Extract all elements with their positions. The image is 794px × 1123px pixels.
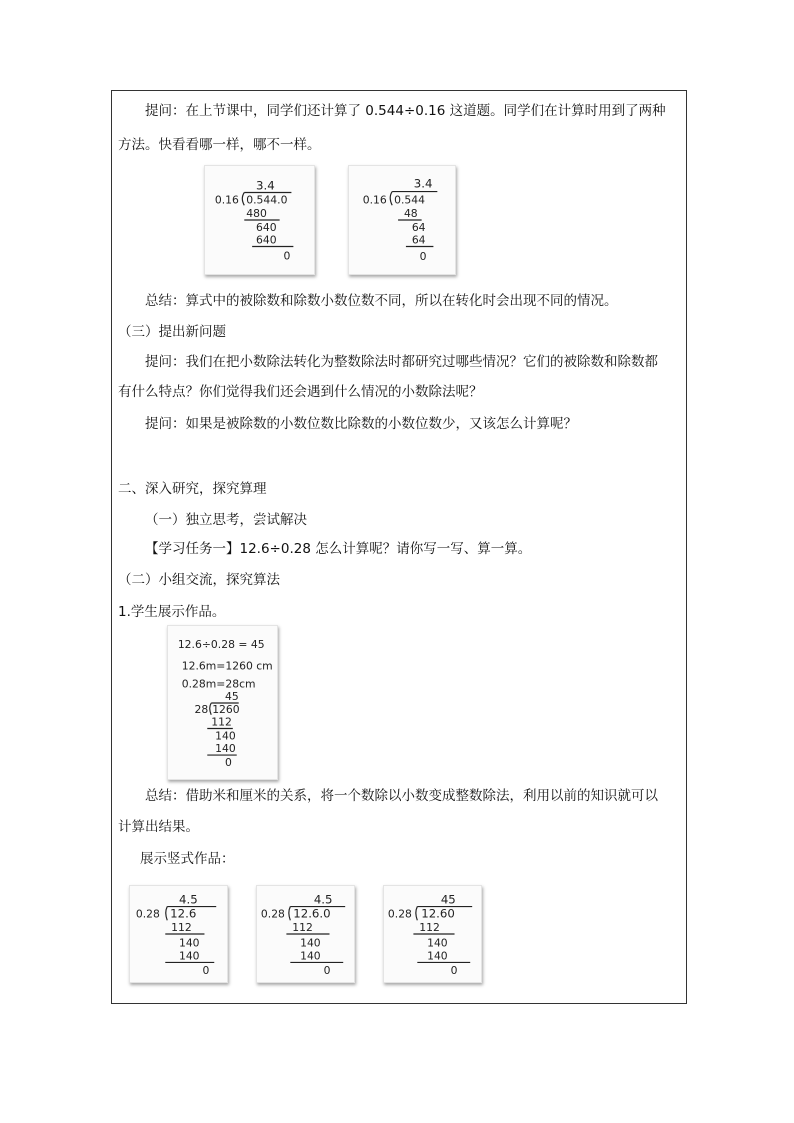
question-paragraph-2-cont: 有什么特点？你们觉得我们还会遇到什么情况的小数除法呢？ — [118, 384, 483, 400]
step-1-text: 112 — [171, 921, 192, 935]
step-1-text: 48 — [403, 207, 418, 221]
vertical-division-photo-1 — [129, 885, 228, 983]
quotient-text: 4.5 — [178, 892, 198, 907]
remainder-text: 0 — [323, 964, 331, 978]
list-item-1: 1.学生展示作品。 — [118, 604, 226, 620]
summary-paragraph-1: 总结：算式中的被除数和除数小数位数不同，所以在转化时会出现不同的情况。 — [145, 293, 618, 309]
question-paragraph-3: 提问：如果是被除数的小数位数比除数的小数位数少，又该怎么计算呢？ — [145, 416, 577, 432]
question-paragraph-2: 提问：我们在把小数除法转化为整数除法时都研究过哪些情况？它们的被除数和除数都 — [145, 354, 658, 370]
vertical-division-photo-3 — [383, 885, 482, 983]
step-3-text: 64 — [411, 233, 426, 247]
dividend-text: 1260 — [212, 702, 240, 716]
quotient-text: 3.4 — [256, 178, 275, 193]
handwritten-division-photo-1 — [204, 165, 315, 275]
divisor-text: 28 — [194, 702, 209, 716]
question-paragraph-1: 提问：在上节课中，同学们还计算了 0.544÷0.16 这道题。同学们在计算时用到了两种 — [145, 103, 666, 119]
dividend-text: 12.6.0 — [293, 906, 331, 921]
step-2-text: 140 — [300, 936, 321, 950]
remainder-text: 0 — [224, 755, 232, 769]
remainder-text: 0 — [419, 250, 427, 264]
section-heading-2: 二、深入研究，探究算理 — [118, 481, 267, 497]
dividend-text: 0.544 — [394, 193, 426, 207]
divisor-text: 0.16 — [214, 193, 239, 207]
section-heading-3: （三）提出新问题 — [118, 324, 226, 340]
step-2-text: 64 — [411, 220, 426, 234]
summary-paragraph-2: 总结：借助米和厘米的关系，将一个数除以小数变成整数除法，利用以前的知识就可以 — [145, 788, 658, 804]
step-2-text: 640 — [256, 220, 277, 234]
quotient-text: 4.5 — [313, 892, 333, 907]
step-1-text: 480 — [246, 207, 267, 221]
step-2-text: 140 — [427, 936, 448, 950]
step-1-text: 112 — [419, 921, 440, 935]
subsection-heading-2: （二）小组交流，探究算法 — [118, 572, 280, 588]
remainder-text: 0 — [202, 964, 210, 978]
equation-text: 12.6÷0.28 = 45 — [177, 638, 265, 651]
dividend-text: 12.6 — [170, 906, 197, 921]
dividend-text: 12.60 — [421, 906, 455, 921]
divisor-text: 0.28 — [135, 907, 160, 921]
question-paragraph-1-cont: 方法。快看看哪一样，哪不一样。 — [118, 137, 321, 153]
divisor-text: 0.28 — [260, 907, 285, 921]
step-3-text: 140 — [300, 949, 321, 963]
step-2-text: 140 — [215, 729, 236, 743]
step-1-text: 112 — [292, 921, 313, 935]
step-3-text: 140 — [427, 949, 448, 963]
quotient-text: 45 — [224, 690, 239, 704]
dividend-text: 0.544.0 — [246, 193, 288, 207]
remainder-text: 0 — [283, 249, 291, 263]
summary-paragraph-2-cont: 计算出结果。 — [118, 819, 199, 835]
divisor-text: 0.16 — [362, 193, 387, 207]
step-3-text: 140 — [215, 742, 236, 756]
divisor-text: 0.28 — [387, 907, 412, 921]
handwritten-division-photo-2 — [348, 165, 456, 275]
quotient-text: 3.4 — [413, 176, 433, 191]
conversion-line-1: 12.6m=1260 cm — [181, 659, 273, 673]
quotient-text: 45 — [440, 892, 456, 907]
step-1-text: 112 — [211, 715, 232, 729]
vertical-division-photo-2 — [256, 885, 355, 983]
handwritten-student-work-photo — [167, 625, 278, 780]
step-3-text: 640 — [256, 233, 277, 247]
remainder-text: 0 — [450, 964, 458, 978]
learning-task-1: 【学习任务一】12.6÷0.28 怎么计算呢？请你写一写、算一算。 — [145, 541, 532, 557]
step-2-text: 140 — [178, 936, 200, 950]
subsection-heading-1: （一）独立思考，尝试解决 — [145, 512, 307, 528]
show-vertical-work-label: 展示竖式作品： — [140, 851, 235, 867]
conversion-line-2: 0.28m=28cm — [181, 677, 256, 691]
step-3-text: 140 — [178, 949, 200, 963]
